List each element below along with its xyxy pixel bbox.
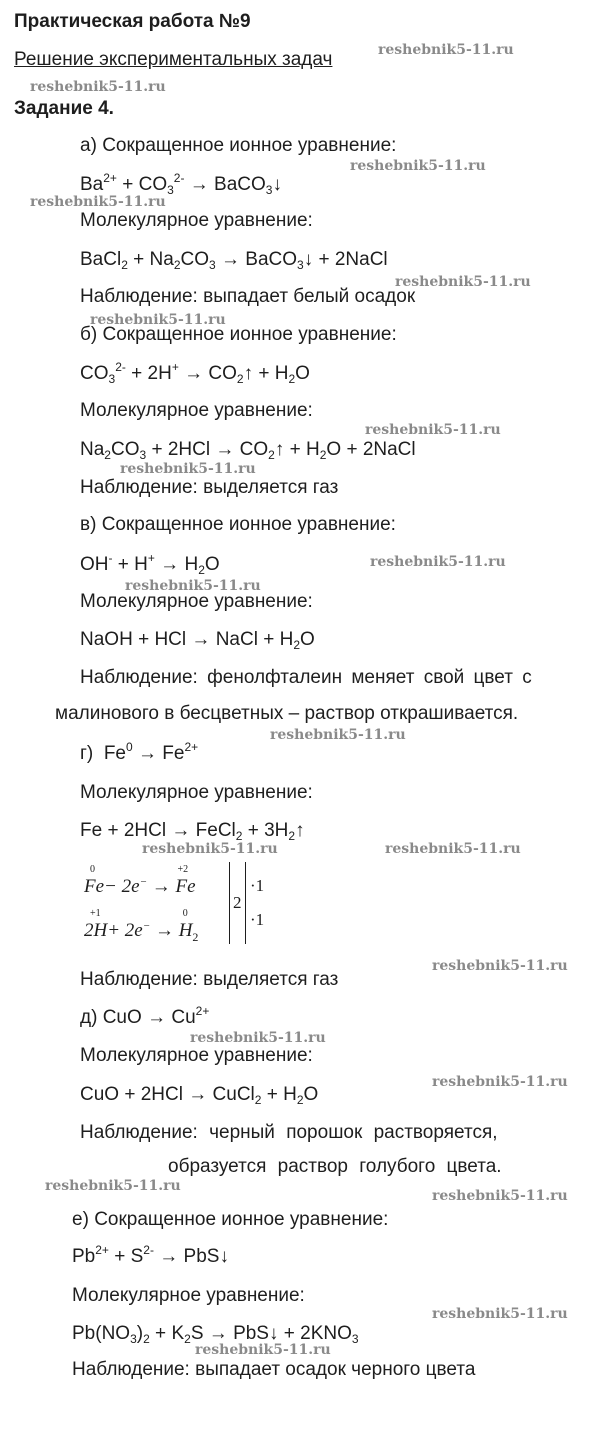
part-v-observation: Наблюдение: фенолфталеин меняет свой цвет с bbox=[80, 667, 532, 688]
watermark: reshebnik5-11.ru bbox=[432, 1306, 568, 1322]
watermark: reshebnik5-11.ru bbox=[365, 422, 501, 438]
watermark: reshebnik5-11.ru bbox=[270, 727, 406, 743]
part-v-ionic-label: в) Сокращенное ионное уравнение: bbox=[80, 514, 396, 535]
watermark: reshebnik5-11.ru bbox=[385, 841, 521, 857]
balance-divider-left bbox=[229, 862, 230, 944]
part-a-ionic-label: а) Сокращенное ионное уравнение: bbox=[80, 135, 397, 156]
watermark: reshebnik5-11.ru bbox=[432, 958, 568, 974]
part-v-molecular-label: Молекулярное уравнение: bbox=[80, 591, 313, 612]
part-a-molecular-equation: BaCl$_2$ + $Na_2CO_3$ → BaCO$_3$↓ + 2NaCl bbox=[80, 249, 388, 272]
balance-lcm: 2 bbox=[233, 893, 242, 912]
balance-mult-1: ·1 bbox=[250, 876, 265, 895]
part-a-ionic-equation: $Ba^{2+} + CO_3^{2-}$ → BaCO$_3$↓ bbox=[80, 171, 282, 197]
balance-row-2: +1 2H+ 2e− → 0 $H_2$ bbox=[84, 908, 199, 944]
part-b-molecular-equation: $Na_2CO_3 + 2HCl$ → $CO_2↑ + H_2O$ + 2NaCl bbox=[80, 439, 416, 462]
part-g-molecular-equation: Fe + 2HCl → FeCl$_2$ + $3H_2↑$ bbox=[80, 820, 305, 843]
part-g-observation: Наблюдение: выделяется газ bbox=[80, 969, 339, 990]
part-a-observation: Наблюдение: выпадает белый осадок bbox=[80, 286, 416, 307]
part-v-molecular-equation: NaOH + HCl → NaCl + $H_2O$ bbox=[80, 629, 315, 652]
part-a-molecular-label: Молекулярное уравнение: bbox=[80, 210, 313, 231]
task-heading: Задание 4. bbox=[14, 98, 114, 119]
watermark: reshebnik5-11.ru bbox=[350, 158, 486, 174]
balance-divider-right bbox=[245, 862, 246, 944]
watermark: reshebnik5-11.ru bbox=[90, 312, 226, 328]
part-d-molecular-label: Молекулярное уравнение: bbox=[80, 1045, 313, 1066]
part-e-ionic-label: е) Сокращенное ионное уравнение: bbox=[72, 1209, 389, 1230]
watermark: reshebnik5-11.ru bbox=[30, 194, 166, 210]
part-d-observation-cont: образуется раствор голубого цвета. bbox=[168, 1156, 502, 1177]
part-e-ionic-equation: $Pb^{2+} + S^{2-}$ → PbS↓ bbox=[72, 1243, 229, 1267]
page-subtitle: Решение экспериментальных задач bbox=[14, 49, 333, 70]
part-d-scheme: д) CuO → $Cu^{2+}$ bbox=[80, 1004, 210, 1028]
part-e-observation: Наблюдение: выпадает осадок черного цвета bbox=[72, 1359, 476, 1380]
watermark: reshebnik5-11.ru bbox=[142, 841, 278, 857]
watermark: reshebnik5-11.ru bbox=[378, 42, 514, 58]
watermark: reshebnik5-11.ru bbox=[125, 578, 261, 594]
part-e-molecular-label: Молекулярное уравнение: bbox=[72, 1285, 305, 1306]
part-e-molecular-equation: $Pb(NO_3)_2 + K_2S$ → PbS↓ + $2KNO_3$ bbox=[72, 1323, 359, 1346]
part-b-observation: Наблюдение: выделяется газ bbox=[80, 477, 339, 498]
watermark: reshebnik5-11.ru bbox=[120, 461, 256, 477]
watermark: reshebnik5-11.ru bbox=[30, 79, 166, 95]
part-b-ionic-equation: $CO_3^{2-} + 2H^+$ → $CO_2↑ + H_2O$ bbox=[80, 360, 310, 386]
page-title: Практическая работа №9 bbox=[14, 11, 251, 32]
watermark: reshebnik5-11.ru bbox=[432, 1074, 568, 1090]
watermark: reshebnik5-11.ru bbox=[195, 1342, 331, 1358]
part-d-molecular-equation: CuO + 2HCl → CuCl$_2$ + $H_2O$ bbox=[80, 1084, 319, 1107]
part-b-ionic-label: б) Сокращенное ионное уравнение: bbox=[80, 324, 397, 345]
watermark: reshebnik5-11.ru bbox=[432, 1188, 568, 1204]
part-g-scheme: г) $Fe^0 \to Fe^{2+}$ bbox=[80, 740, 199, 764]
part-v-ionic-equation: $OH^- + H^+ \to H_2O$ bbox=[80, 551, 220, 577]
watermark: reshebnik5-11.ru bbox=[395, 274, 531, 290]
watermark: reshebnik5-11.ru bbox=[45, 1178, 181, 1194]
part-v-observation-cont: малинового в бесцветных – раствор открашивается. bbox=[55, 703, 519, 724]
balance-row-1: 0 Fe− 2e− → +2 Fe bbox=[84, 864, 196, 897]
watermark: reshebnik5-11.ru bbox=[190, 1030, 326, 1046]
watermark: reshebnik5-11.ru bbox=[370, 554, 506, 570]
part-d-observation: Наблюдение: черный порошок растворяется, bbox=[80, 1122, 498, 1143]
balance-mult-2: ·1 bbox=[250, 910, 265, 929]
part-g-molecular-label: Молекулярное уравнение: bbox=[80, 782, 313, 803]
part-b-molecular-label: Молекулярное уравнение: bbox=[80, 400, 313, 421]
